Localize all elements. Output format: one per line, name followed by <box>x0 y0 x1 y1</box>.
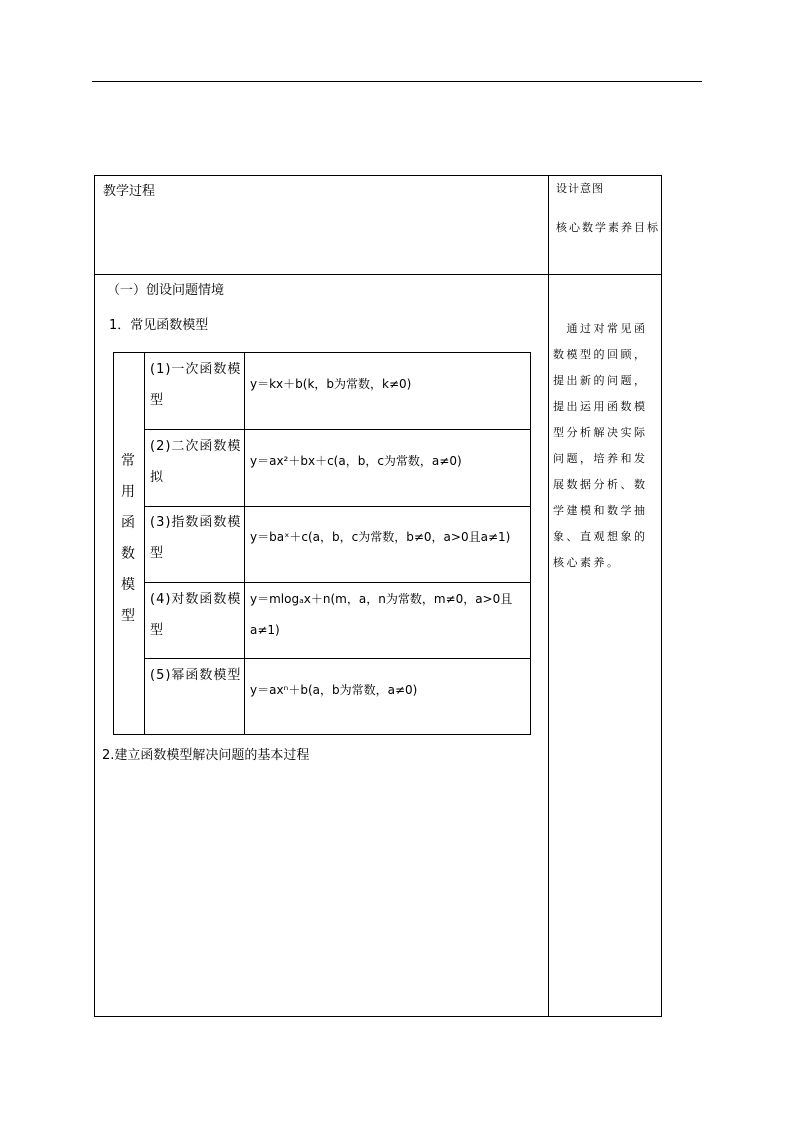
model-name-logarithmic: (4)对数函数模型 <box>150 592 242 638</box>
models-row-divider <box>144 582 531 583</box>
header-rule <box>92 81 702 82</box>
label-char: 函 <box>121 515 135 531</box>
model-formula-exponential: y＝baˣ＋c(a，b，c为常数，b≠0，a>0且a≠1) <box>250 530 511 544</box>
model-formula-quadratic: y＝ax²＋bx＋c(a，b，c为常数，a≠0) <box>250 454 462 468</box>
models-row-divider <box>144 658 531 659</box>
model-name-linear: (1)一次函数模型 <box>150 362 242 408</box>
model-name-exponential: (3)指数函数模型 <box>150 515 242 561</box>
section-2-title: 2.建立函数模型解决问题的基本过程 <box>102 748 310 763</box>
label-char: 数 <box>121 546 135 562</box>
models-row-divider <box>144 429 531 430</box>
header-design-intent: 设计意图 <box>556 182 604 195</box>
label-char: 常 <box>121 453 135 469</box>
common-function-models-label <box>113 446 143 632</box>
header-row-divider <box>94 274 662 275</box>
model-formula-power: y＝axⁿ＋b(a，b为常数，a≠0) <box>250 683 418 697</box>
header-core-literacy-goal: 核心数学素养目标 <box>556 221 660 234</box>
label-char: 用 <box>121 484 135 500</box>
label-char: 型 <box>121 608 135 624</box>
model-name-power: (5)幂函数模型 <box>150 668 242 683</box>
model-formula-logarithmic: y＝mlogₐx＋n(m，a，n为常数，m≠0，a>0且a≠1) <box>250 592 513 637</box>
section-1-subtitle: 1．常见函数模型 <box>109 318 209 333</box>
model-name-quadratic: (2)二次函数模拟 <box>150 439 242 485</box>
column-divider <box>548 175 549 1017</box>
label-char: 模 <box>121 577 135 593</box>
model-formula-linear: y＝kx＋b(k，b为常数，k≠0) <box>250 377 412 391</box>
models-formula-divider <box>244 352 245 735</box>
design-intent-note: 通过对常见函数模型的回顾，提出新的问题，提出运用函数模型分析解决实际问题，培养和发展数据分析、数学建模和数学抽象、直观想象的核心素养。 <box>553 322 648 569</box>
header-teaching-process: 教学过程 <box>103 184 156 199</box>
section-1-title: （一）创设问题情境 <box>107 283 225 298</box>
models-label-divider <box>144 352 145 735</box>
